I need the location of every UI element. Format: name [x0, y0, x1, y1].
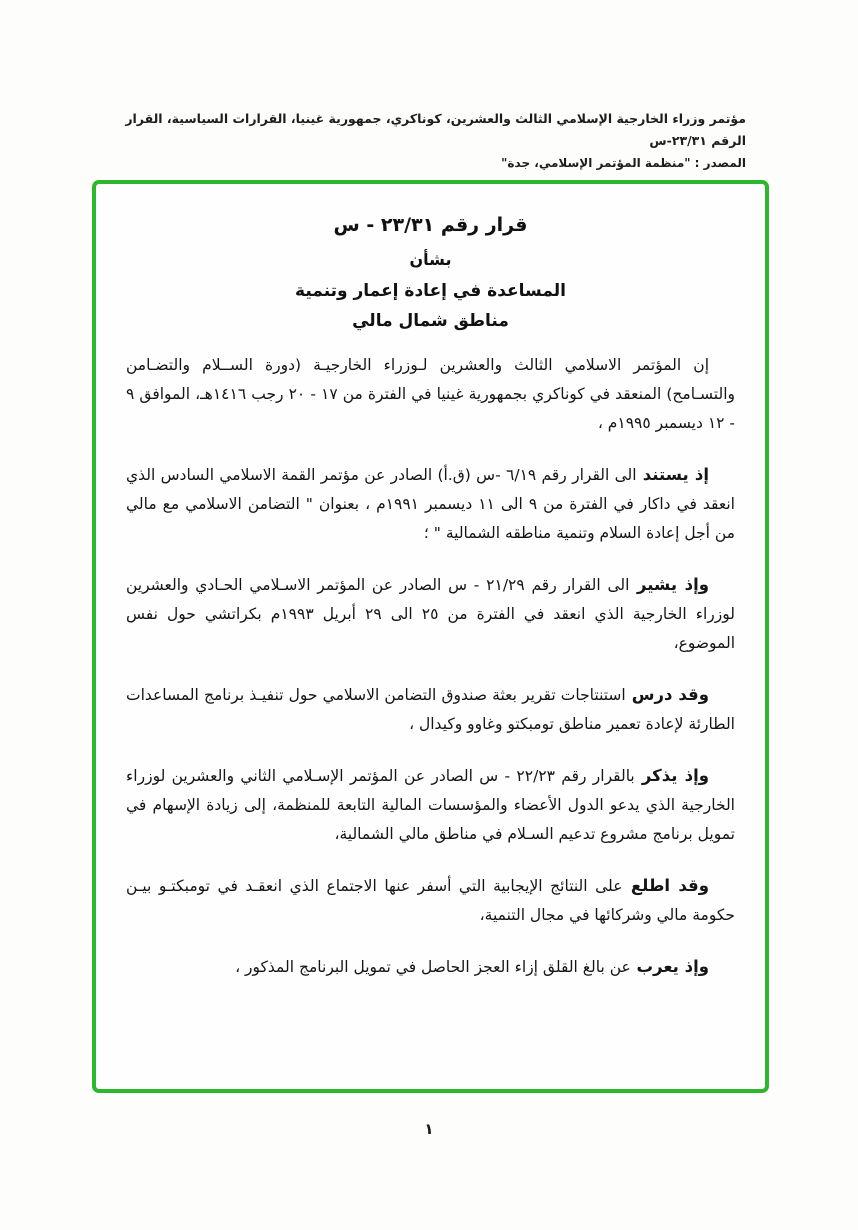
- paragraph: [126, 871, 735, 930]
- paragraph-text: عن بالغ القلق إزاء العجز الحاصل في تمويل البرنامج المذكور ،: [235, 958, 631, 976]
- paragraph: [126, 351, 735, 438]
- paragraph: [126, 460, 735, 548]
- paragraph-text: إن المؤتمر الاسلامي الثالث والعشرين لـوزراء الخارجيـة (دورة الســلام والتضـامن والتسـامح) المنعقد في كوناكري بجمهورية غينيا في الفترة من ١٧ - ٢٠ رجب ١٤١٦هـ، الموافق ٩ - ١٢ ديسمبر ١٩٩٥م ،: [126, 356, 735, 432]
- paragraph-text: بالقرار رقم ٢٢/٢٣ - س الصادر عن المؤتمر الإسـلامي الثاني والعشرين لوزراء الخارجية الذي يدعو الدول الأعضاء والمؤسسات المالية التابعة للمنظمة، إلى زيادة الإسهام في تمويل برنامج مشروع تدعيم السـلام في مناطق مالي الشمالية،: [126, 767, 735, 843]
- header-citation: مؤتمر وزراء الخارجية الإسلامي الثالث والعشرين، كوناكري، جمهورية غينيا، القرارات السياسية، القرار الرقم ٢٣/٣١-س: [125, 111, 746, 148]
- page-number: ١: [424, 1120, 434, 1138]
- paragraph-lead: وقد درس: [631, 685, 709, 704]
- paragraph-lead: إذ يستند: [642, 465, 710, 484]
- paragraph-lead: وقد اطلع: [630, 876, 709, 895]
- resolution-text: [126, 351, 735, 982]
- paragraph-text: الى القرار رقم ٢١/٢٩ - س الصادر عن المؤتمر الاسـلامي الحـادي والعشرين لوزراء الخارجية الذي انعقد في الفترة من ٢٥ الى ٢٩ أبريل ١٩٩٣م بكراتشي حول نفس الموضوع،: [126, 576, 735, 652]
- regarding-label: بشأن: [409, 250, 452, 269]
- paragraph-text: الى القرار رقم ٦/١٩ -س (ق.أ) الصادر عن مؤتمر القمة الاسلامي السادس الذي انعقد في داكار في الفترة من ٩ الى ١١ ديسمبر ١٩٩١م ، بعنوان " التضامن الاسلامي مع مالي من أجل إعادة السلام وتنمية مناطقه الشمالية " ؛: [126, 466, 735, 542]
- title-region: مناطق شمال مالي: [352, 311, 509, 331]
- paragraph-lead: وإذ يشير: [637, 575, 709, 594]
- document-body: [96, 184, 765, 1089]
- paragraph-lead: وإذ يذكر: [641, 766, 709, 785]
- paragraph-lead: وإذ يعرب: [636, 957, 709, 976]
- paragraph: [126, 570, 735, 658]
- document-header: [105, 108, 746, 174]
- title-block: [126, 214, 735, 331]
- header-source: المصدر : "منظمة المؤتمر الإسلامي، جدة": [501, 156, 746, 170]
- title-subject: المساعدة في إعادة إعمار وتنمية: [295, 281, 566, 301]
- document-frame: [92, 180, 769, 1093]
- paragraph: [126, 680, 735, 739]
- paragraph-text: استنتاجات تقرير بعثة صندوق التضامن الاسلامي حول تنفيـذ برنامج المساعدات الطارئة لإعادة تعمير مناطق تومبكتو وغاوو وكيدال ،: [126, 686, 735, 733]
- paragraph: [126, 761, 735, 849]
- paragraph-text: على النتائج الإيجابية التي أسفر عنها الاجتماع الذي انعقـد في تومبكتـو بيـن حكومة مالي وشركائها في مجال التنمية،: [126, 877, 735, 924]
- paragraph: [126, 952, 735, 982]
- resolution-number-title: قرار رقم ٢٣/٣١ - س: [333, 214, 528, 236]
